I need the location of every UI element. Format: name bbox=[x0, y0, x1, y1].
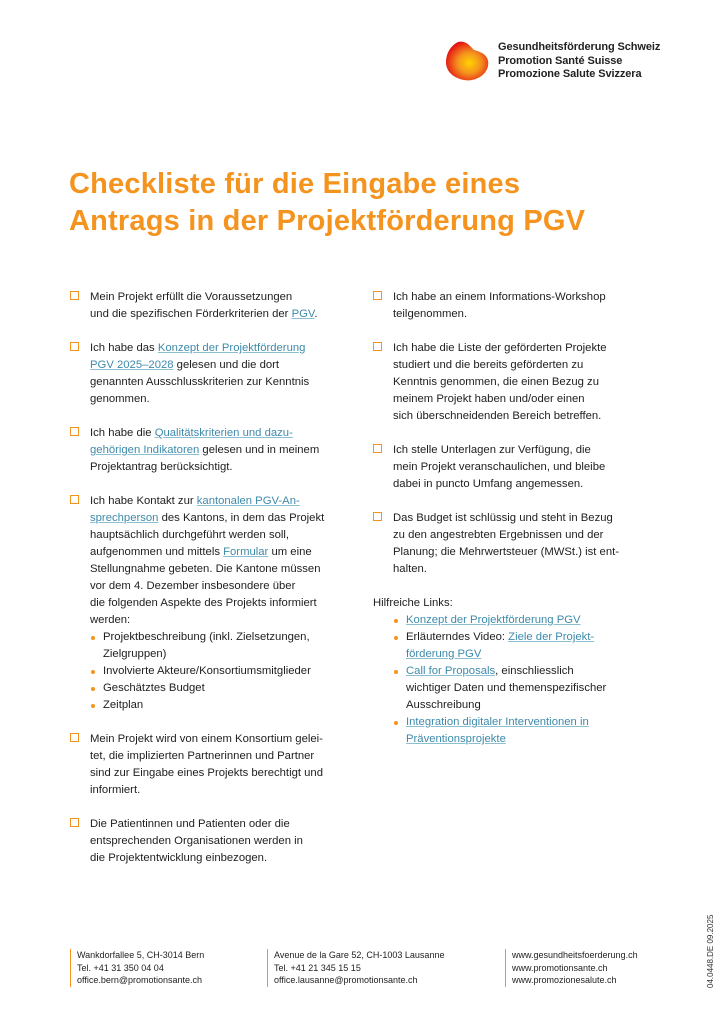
logo bbox=[444, 40, 664, 84]
list-item: Geschätztes Budget bbox=[90, 680, 350, 697]
helpful-links-title: Hilfreiche Links: bbox=[373, 597, 453, 609]
checkbox[interactable] bbox=[373, 444, 382, 453]
link-concept-pgv-cont[interactable]: PGV 2025–2028 bbox=[90, 359, 174, 371]
address-lausanne: Avenue de la Gare 52, CH-1003 Lausanne bbox=[274, 950, 445, 960]
checklist-item-canton-contact: Ich habe Kontakt zur kantonalen PGV-An- sprechperson des Kantons, in dem das Projekt hauptsächlich durchgeführt werden soll, aufgenommen und mittels Formular um eine Stellungnahme gebeten. Die Kantone müssen vor dem 4. Dezember insbesondere über die folgenden Aspekte des Projekts informiert werden: Projektbeschreibung (inkl. Zielsetzungen, Zielgruppen) Involvierte Akteure/Konsortiumsmitglieder Geschätztes Budget Zeitplan bbox=[70, 493, 350, 714]
checklist-item-documents: Ich stelle Unterlagen zur Verfügung, die mein Projekt veranschaulichen, und bleibe dabei in puncto Umfang angemessen. bbox=[373, 442, 643, 493]
link-quality-criteria-cont[interactable]: gehörigen Indikatoren bbox=[90, 444, 200, 456]
page-title bbox=[69, 166, 585, 240]
checklist-item-concept: Ich habe das Konzept der Projektförderung PGV 2025–2028 gelesen und die dort genannten Ausschlusskriterien zur Kenntnis genommen. bbox=[70, 340, 350, 408]
checklist-item-pgv-criteria: Mein Projekt erfüllt die Voraussetzungen und die spezifischen Förderkriterien der PGV. bbox=[70, 289, 350, 323]
link-concept-pgv[interactable]: Konzept der Projektförderung bbox=[157, 342, 306, 354]
logo-flame-icon bbox=[444, 40, 492, 84]
helpful-links-list bbox=[373, 612, 643, 748]
checkbox[interactable] bbox=[70, 342, 79, 351]
checkbox[interactable] bbox=[70, 291, 79, 300]
footer-bern bbox=[70, 949, 204, 987]
checklist-item-quality: Ich habe die Qualitätskriterien und dazu- gehörigen Indikatoren gelesen und in meinem Projektantrag berücksichtigt. bbox=[70, 425, 350, 476]
checklist-left-column bbox=[70, 289, 350, 884]
phone-bern: Tel. +41 31 350 04 04 bbox=[77, 962, 164, 973]
checklist-right-column bbox=[373, 289, 643, 748]
logo-wordmark bbox=[498, 41, 660, 82]
link-pgv[interactable]: PGV bbox=[291, 308, 315, 320]
link-concept[interactable]: Konzept der Projektförderung PGV bbox=[406, 614, 581, 626]
website-fr[interactable]: www.promotionsante.ch bbox=[512, 962, 608, 973]
list-item: Erläuterndes Video: Ziele der Projekt- förderung PGV bbox=[393, 629, 643, 663]
link-digital-interventions[interactable]: Integration digitaler Interventionen in bbox=[406, 716, 589, 728]
title-line-1: Checkliste für die Eingabe eines bbox=[69, 168, 521, 200]
logo-name-fr: Promotion Santé Suisse bbox=[498, 54, 623, 67]
checklist-item-budget: Das Budget ist schlüssig und steht in Bezug zu den angestrebten Ergebnissen und der Planung; die Mehrwertsteuer (MWSt.) ist ent- halten. bbox=[373, 510, 643, 578]
link-digital-interventions-cont[interactable]: Präventionsprojekte bbox=[406, 733, 506, 745]
link-video-cont[interactable]: förderung PGV bbox=[406, 648, 482, 660]
title-line-2: Antrags in der Projektförderung PGV bbox=[69, 205, 586, 237]
document-id: 04.0448.DE 09.2025 bbox=[706, 914, 715, 988]
phone-lausanne: Tel. +41 21 345 15 15 bbox=[274, 962, 361, 973]
checkbox[interactable] bbox=[373, 512, 382, 521]
address-bern: Wankdorfallee 5, CH-3014 Bern bbox=[77, 950, 205, 960]
footer-websites bbox=[505, 949, 638, 987]
link-canton-contact[interactable]: kantonalen PGV-An- bbox=[196, 495, 300, 507]
checklist-item-patients: Die Patientinnen und Patienten oder die entsprechenden Organisationen werden in die Projektentwicklung einbezogen. bbox=[70, 816, 350, 867]
helpful-links-section bbox=[373, 595, 643, 748]
list-item: Zeitplan bbox=[90, 697, 350, 714]
website-de[interactable]: www.gesundheitsfoerderung.ch bbox=[512, 950, 638, 960]
checkbox[interactable] bbox=[70, 427, 79, 436]
aspects-list bbox=[90, 629, 350, 714]
link-canton-contact-cont[interactable]: sprechperson bbox=[90, 512, 159, 524]
logo-name-de: Gesundheitsförderung Schweiz bbox=[498, 41, 661, 53]
logo-name-it: Promozione Salute Svizzera bbox=[498, 68, 642, 80]
footer-lausanne bbox=[267, 949, 444, 987]
checklist-item-workshop: Ich habe an einem Informations-Workshop teilgenommen. bbox=[373, 289, 643, 323]
list-item: Call for Proposals, einschliesslich wichtiger Daten und themenspezifischer Ausschreibung bbox=[393, 663, 643, 714]
link-quality-criteria[interactable]: Qualitätskriterien und dazu- bbox=[154, 427, 293, 439]
website-it[interactable]: www.promozionesalute.ch bbox=[512, 975, 617, 985]
list-item bbox=[393, 612, 643, 629]
checkbox[interactable] bbox=[373, 291, 382, 300]
checkbox[interactable] bbox=[70, 818, 79, 827]
checkbox[interactable] bbox=[373, 342, 382, 351]
list-item bbox=[393, 714, 643, 748]
list-item: Projektbeschreibung (inkl. Zielsetzungen, Zielgruppen) bbox=[90, 629, 350, 663]
link-form[interactable]: Formular bbox=[223, 546, 269, 558]
link-call-for-proposals[interactable]: Call for Proposals bbox=[406, 665, 496, 677]
checkbox[interactable] bbox=[70, 495, 79, 504]
list-item: Involvierte Akteure/Konsortiumsmitglieder bbox=[90, 663, 350, 680]
email-lausanne[interactable]: office.lausanne@promotionsante.ch bbox=[274, 975, 418, 985]
link-video[interactable]: Ziele der Projekt- bbox=[508, 631, 595, 643]
email-bern[interactable]: office.bern@promotionsante.ch bbox=[77, 975, 203, 985]
checklist-item-funded-projects: Ich habe die Liste der geförderten Projekte studiert und die bereits geförderten zu Kenntnis genommen, die einen Bezug zu meinem Projekt haben und/oder einen sich überschneidenden Bereich betreffen. bbox=[373, 340, 643, 425]
checklist-item-consortium: Mein Projekt wird von einem Konsortium gelei- tet, die implizierten Partnerinnen und Partner sind zur Eingabe eines Projekts berechtigt und informiert. bbox=[70, 731, 350, 799]
checkbox[interactable] bbox=[70, 733, 79, 742]
